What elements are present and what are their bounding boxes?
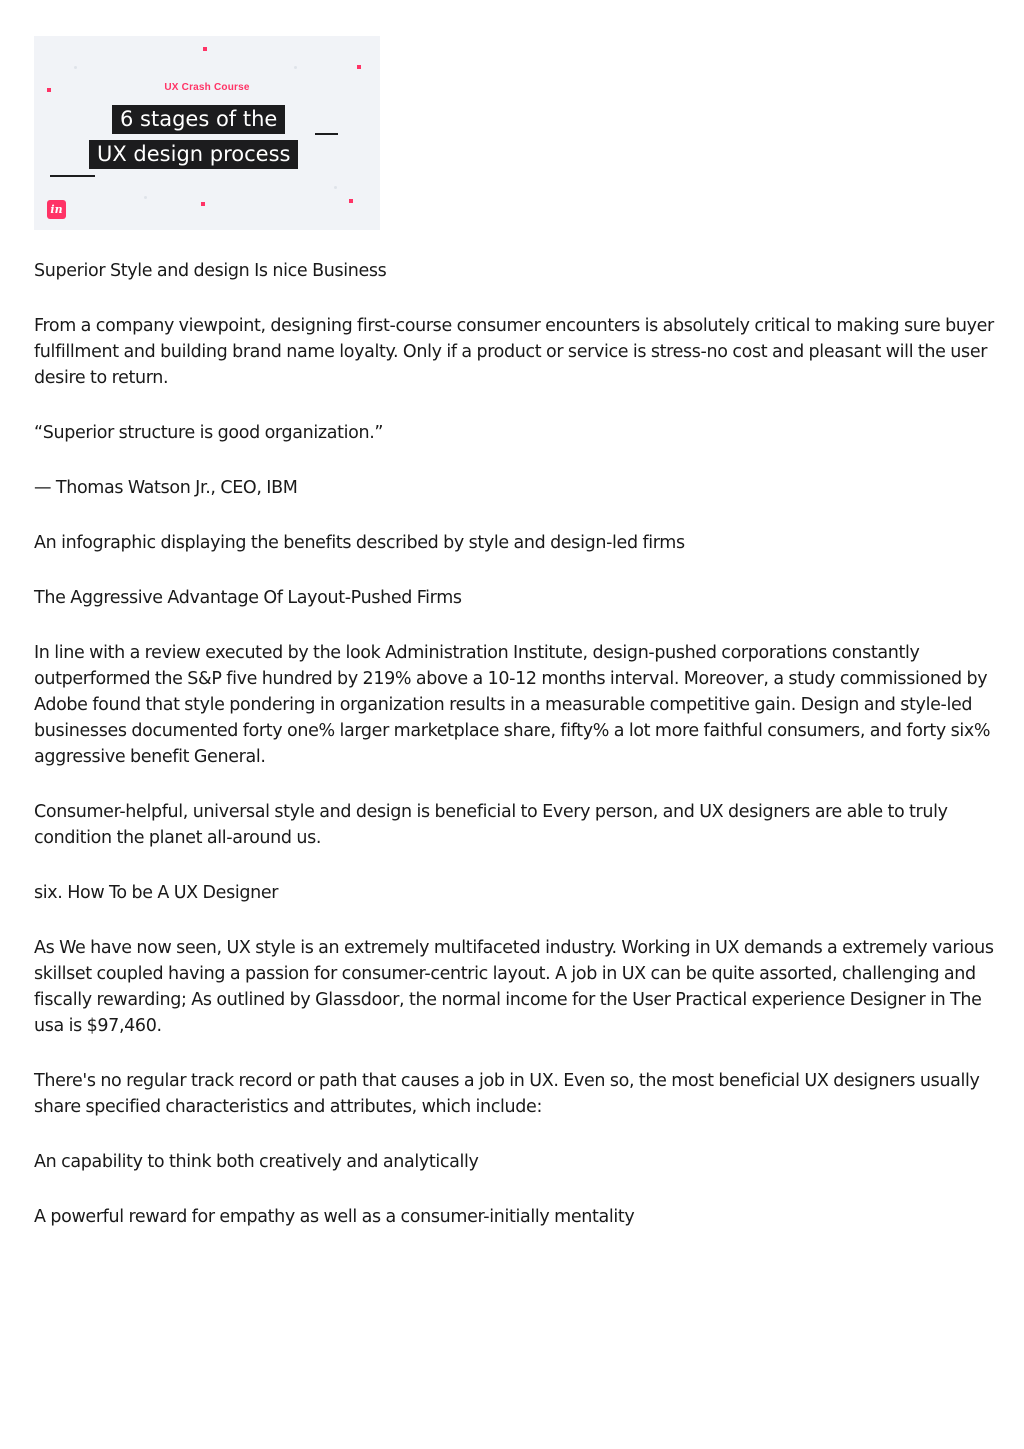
heading-business: Superior Style and design Is nice Business — [34, 261, 387, 281]
hero-underline-left — [50, 175, 95, 177]
accent-dot — [203, 47, 207, 51]
hero-title-line-2: UX design process — [89, 140, 298, 169]
grid-dot — [294, 66, 297, 69]
heading-advantage: The Aggressive Advantage Of Layout-Pushed Firms — [34, 588, 462, 608]
trait-creative-analytical: An capability to think both creatively and analytically — [34, 1152, 479, 1172]
quote: “Superior structure is good organization.” — [34, 423, 384, 443]
paragraph-business: From a company viewpoint, designing first-course consumer encounters is absolutely critical to making sure buyer fulfillment and building brand name loyalty. Only if a product or service is stress-no cost and pleasant will the user desire to return. — [34, 316, 994, 388]
grid-dot — [144, 196, 147, 199]
heading-designer: six. How To be A UX Designer — [34, 883, 279, 903]
grid-dot — [74, 66, 77, 69]
article-page — [34, 36, 994, 1230]
paragraph-path: There's no regular track record or path that causes a job in UX. Even so, the most beneficial UX designers usually share specified characteristics and attributes, which include: — [34, 1071, 980, 1117]
infographic-caption: An infographic displaying the benefits described by style and design-led firms — [34, 533, 685, 553]
hero-image-ux-crash-course — [34, 36, 380, 230]
hero-underline-right — [315, 133, 338, 135]
quote-author: — Thomas Watson Jr., CEO, IBM — [34, 478, 298, 498]
hero-title-line-1: 6 stages of the — [112, 105, 285, 134]
accent-dot — [201, 202, 205, 206]
paragraph-universal: Consumer-helpful, universal style and design is beneficial to Every person, and UX designers are able to truly condition the planet all-around us. — [34, 802, 948, 848]
accent-dot — [357, 65, 361, 69]
accent-dot — [349, 199, 353, 203]
grid-dot — [334, 186, 337, 189]
invision-logo: in — [47, 200, 66, 219]
paragraph-advantage: In line with a review executed by the look Administration Institute, design-pushed corporations constantly outperformed the S&P five hundred by 219% above a 10-12 months interval. Moreover, a study commissioned by Adobe found that style pondering in organization results in a measurable competitive gain. Design and style-led businesses documented forty one% larger marketplace share, fifty% a lot more faithful consumers, and forty six% aggressive benefit General. — [34, 643, 991, 767]
paragraph-industry: As We have now seen, UX style is an extremely multifaceted industry. Working in UX demands a extremely various skillset coupled having a passion for consumer-centric layout. A job in UX can be quite assorted, challenging and fiscally rewarding; As outlined by Glassdoor, the normal income for the User Practical experience Designer in The usa is $97,460. — [34, 938, 994, 1036]
hero-kicker: UX Crash Course — [164, 82, 250, 93]
trait-empathy: A powerful reward for empathy as well as a consumer-initially mentality — [34, 1207, 635, 1227]
